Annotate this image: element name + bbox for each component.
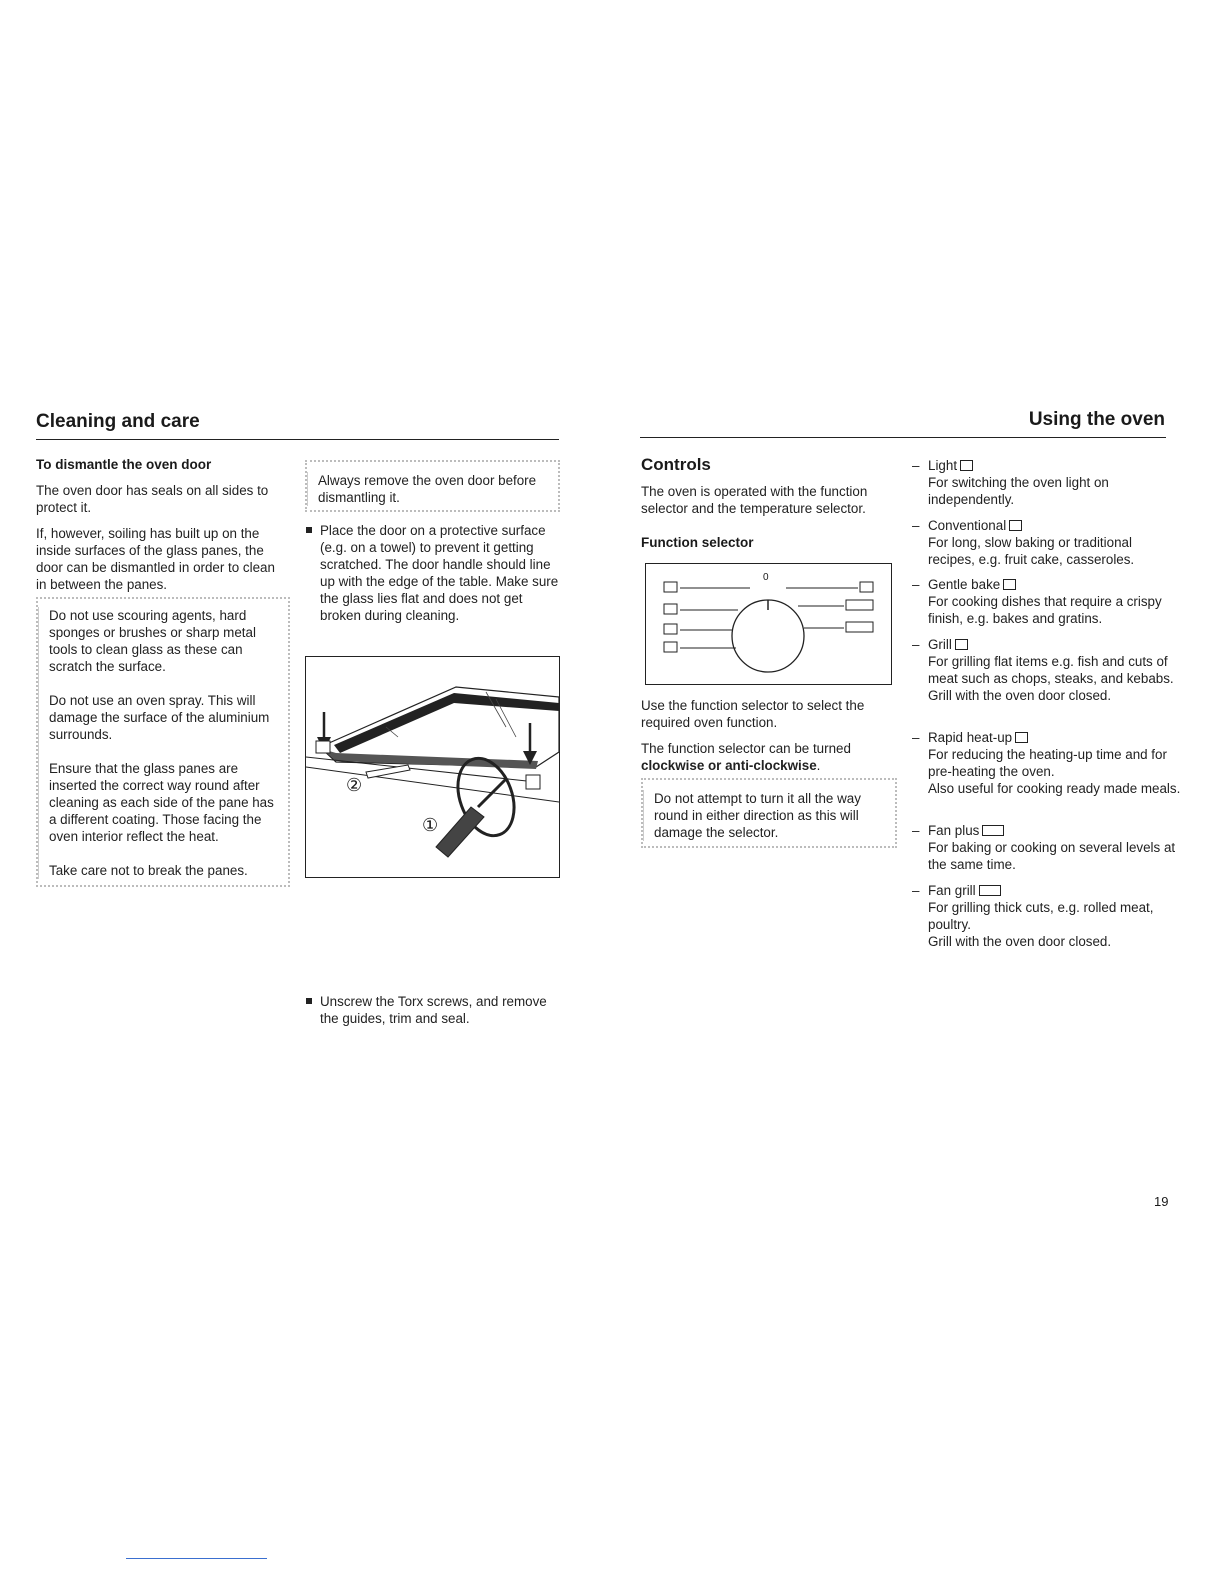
dismantle-heading: To dismantle the oven door [36,457,212,472]
dismantle-para-1: The oven door has seals on all sides to protect it. [36,483,269,515]
conventional-icon [1009,520,1022,531]
controls-para-2-bold: clockwise or anti-clockwise [641,758,817,773]
dismantle-para-2: If, however, soiling has built up on the inside surfaces of the glass panes, the door can be dismantled in order to clean in between the panes. [36,526,275,592]
function-rapid-heat-up-name: Rapid heat-up [928,730,1013,745]
function-selector-heading: Function selector [641,535,754,550]
function-grill-desc: For grilling flat items e.g. fish and cuts of meat such as chops, steaks, and kebabs. [928,654,1174,686]
function-fan-plus-desc: For baking or cooking on several levels at the same time. [928,840,1176,872]
function-grill [912,636,1182,704]
function-gentle-bake-dash: – [912,577,920,592]
function-conventional [912,517,1182,568]
table-edge-lower [306,767,559,802]
function-grill-dash: – [912,637,920,652]
controls-heading: Controls [641,455,711,474]
warning-break-panes: Take care not to break the panes. [49,863,248,878]
screw-right [526,775,540,789]
function-grill-name: Grill [928,637,952,652]
fan-plus-icon [982,825,1004,836]
function-gentle-bake [912,576,1182,627]
function-fan-grill-desc: For grilling thick cuts, e.g. rolled meat, poultry. [928,900,1154,932]
controls-para-1: Use the function selector to select the required oven function. [641,698,865,730]
function-selector-diagram [645,563,892,685]
function-conventional-name: Conventional [928,518,1007,533]
function-rapid-heat-up-extra: Also useful for cooking ready made meals. [928,781,1181,796]
controls-para-2 [641,740,891,774]
figure-step-2-label: ② [346,775,363,795]
dial-zero-label: 0 [763,572,769,583]
right-header-rule [640,437,1166,438]
bullet-place-door-text: Place the door on a protective surface (e.g. on a towel) to prevent it getting scratched. The door handle should line up with the edge of the table. Make sure the glass lies flat and does not get broken during cleaning. [320,523,559,623]
rapid-heat-up-icon [860,582,873,592]
conventional-icon [664,604,677,614]
gentle-bake-icon [1003,579,1016,590]
right-section-title: Using the oven [1028,409,1165,430]
light-icon [960,460,973,471]
controls-para-2-prefix: The function selector can be turned [641,741,851,756]
screwdriver-handle [436,807,484,857]
function-grill-extra: Grill with the oven door closed. [928,688,1112,703]
warning-scouring: Do not use scouring agents, hard sponges or brushes or sharp metal tools to clean glass as these can scratch the surface. [49,608,256,674]
bullet-place-door [306,522,566,624]
cleaning-warning-box [36,597,290,887]
page-number: 19 [1154,1194,1169,1209]
function-fan-grill-extra: Grill with the oven door closed. [928,934,1112,949]
grill-icon [955,639,968,650]
controls-intro: The oven is operated with the function selector and the temperature selector. [641,484,868,516]
bottom-blue-line [126,1558,267,1559]
remove-door-warning-text: Always remove the oven door before dismantling it. [318,473,537,505]
fan-plus-icon [846,600,873,610]
function-fan-grill [912,882,1182,950]
door-dismantle-figure [305,656,560,878]
screwdriver-shaft [478,779,506,807]
remove-door-warning-box [305,460,560,512]
left-header-rule [36,439,559,440]
slide-arrow [366,765,410,778]
function-rapid-heat-up-dash: – [912,730,920,745]
light-icon [664,582,677,592]
screw-left [316,741,330,753]
function-light [912,457,1182,508]
function-gentle-bake-name: Gentle bake [928,577,1001,592]
figure-step-1-label: ① [422,815,439,835]
controls-para-2-suffix: . [816,758,821,773]
function-conventional-dash: – [912,518,920,533]
function-light-dash: – [912,458,920,473]
rapid-heat-up-icon [1015,732,1028,743]
function-fan-plus-dash: – [912,823,920,838]
dial-knob [732,600,804,672]
function-fan-plus-name: Fan plus [928,823,980,838]
fan-grill-icon [979,885,1001,896]
bullet-unscrew-text: Unscrew the Torx screws, and remove the guides, trim and seal. [320,994,547,1026]
function-rapid-heat-up-desc: For reducing the heating-up time and for pre-heating the oven. [928,747,1167,779]
function-fan-grill-dash: – [912,883,920,898]
gentle-bake-icon [664,624,677,634]
selector-warning-box [641,778,897,848]
door-dismantle-illustration [306,657,559,877]
grill-icon [664,642,677,652]
function-conventional-desc: For long, slow baking or traditional recipes, e.g. fruit cake, casseroles. [928,535,1135,567]
left-section-title: Cleaning and care [36,411,200,432]
function-light-desc: For switching the oven light on independently. [928,475,1109,507]
function-gentle-bake-desc: For cooking dishes that require a crispy finish, e.g. bakes and gratins. [928,594,1162,626]
function-light-name: Light [928,458,958,473]
function-rapid-heat-up [912,729,1182,797]
selector-warning-text: Do not attempt to turn it all the way round in either direction as this will damage the selector. [654,791,861,840]
warning-oven-spray: Do not use an oven spray. This will damage the surface of the aluminium surrounds. [49,693,270,742]
function-fan-plus [912,822,1182,873]
function-fan-grill-name: Fan grill [928,883,976,898]
bullet-unscrew [306,993,566,1027]
fan-grill-icon [846,622,873,632]
warning-glass-orientation: Ensure that the glass panes are inserted the correct way round after cleaning as each side of the pane has a different coating. Those facing the oven interior reflect the heat. [49,761,274,844]
